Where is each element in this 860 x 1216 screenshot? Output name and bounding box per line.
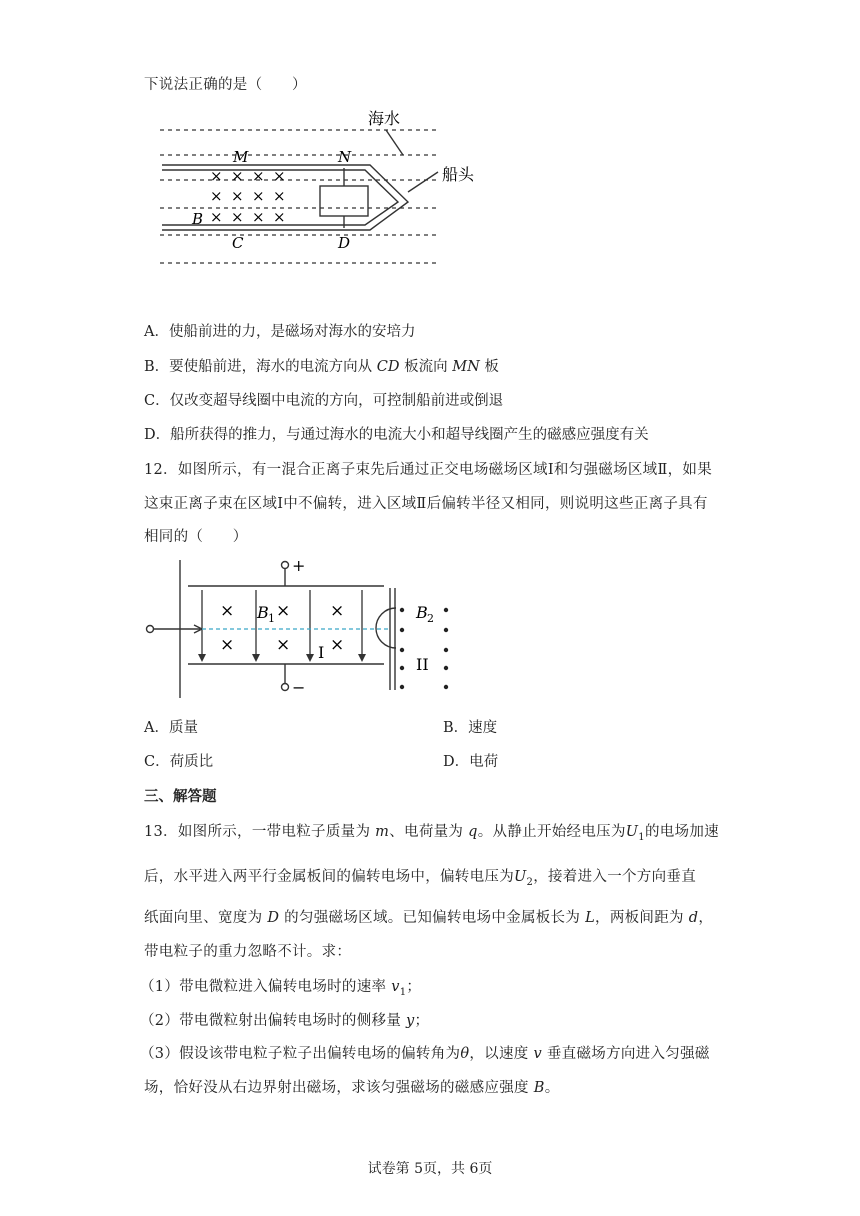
q13-theta: θ <box>460 1046 470 1062</box>
ship-diagram <box>150 100 510 275</box>
q13-l2-b: ，接着进入一个方向垂直 <box>533 869 697 885</box>
field-cross: × <box>252 187 265 205</box>
field-cross: × <box>220 601 235 621</box>
region-2-label: II <box>416 655 429 674</box>
q13-y: y <box>406 1013 415 1029</box>
field-cross: × <box>276 635 291 655</box>
q13-l3-a: 纸面向里、宽度为 <box>144 910 268 926</box>
q13-l2-a: 后，水平进入两平行金属板间的偏转电场中，偏转电压为 <box>144 869 514 885</box>
field-cross: × <box>273 167 286 185</box>
q11-option-a: A．使船前进的力，是磁场对海水的安培力 <box>144 324 416 340</box>
field-cross: × <box>231 187 244 205</box>
q13-l3-c: ，两板间距为 <box>595 910 689 926</box>
q13-u1: U <box>625 824 639 840</box>
label-D: D <box>338 234 351 252</box>
q11-option-b-post: 板 <box>479 359 499 375</box>
q13-v: v <box>533 1046 542 1062</box>
q12-option-b: B．速度 <box>443 720 498 736</box>
minus-terminal: − <box>292 678 306 697</box>
q13-v1-sub: 1 <box>399 986 407 998</box>
field-cross: × <box>330 635 345 655</box>
q13-s2-b: ； <box>414 1013 430 1029</box>
q13-line3 <box>144 906 713 927</box>
q13-sub2 <box>140 1009 429 1030</box>
q13-sub3 <box>140 1042 710 1063</box>
field-cross: × <box>276 601 291 621</box>
q11-stem-tail: 下说法正确的是（ ） <box>144 77 307 93</box>
q13-mass: m <box>375 824 390 840</box>
q11-option-b-mid: 板流向 <box>399 359 453 375</box>
q13-u2-sub: 2 <box>526 876 534 888</box>
field-cross: × <box>210 167 223 185</box>
q11-option-c: C．仅改变超导线圈中电流的方向，可控制船前进或倒退 <box>144 393 504 409</box>
q13-line2 <box>144 865 696 888</box>
field-cross: × <box>231 167 244 185</box>
q11-option-b-cd: CD <box>376 359 400 375</box>
q11-option-b <box>144 355 499 376</box>
q13-s3-b: ，以速度 <box>469 1046 534 1062</box>
q13-sub1 <box>140 975 421 998</box>
section-heading: 三、解答题 <box>144 788 217 805</box>
q12-option-c: C．荷质比 <box>144 754 214 770</box>
q13-gap-d: d <box>688 910 699 926</box>
q13-line1 <box>144 820 719 843</box>
q13-s3-2a: 场，恰好没从右边界射出磁场，求该匀强磁场的磁感应强度 <box>144 1080 534 1096</box>
label-B: B <box>192 210 204 228</box>
q13-u1-sub: 1 <box>638 831 645 843</box>
seawater-label: 海水 <box>368 109 401 128</box>
label-C: C <box>232 234 244 252</box>
q13-s3-a: （3）假设该带电粒子粒子出偏转电场的偏转角为 <box>140 1046 461 1062</box>
q13-l1-c: 。从静止开始经电压为 <box>477 824 626 840</box>
velocity-selector-diagram <box>140 550 470 705</box>
field-cross: × <box>210 208 223 226</box>
q11-option-d: D．船所获得的推力，与通过海水的电流大小和超导线圈产生的磁感应强度有关 <box>144 427 649 443</box>
q13-charge: q <box>468 824 478 840</box>
page-footer: 试卷第 5页，共 6页 <box>367 1161 493 1177</box>
q12-stem-line1: 12．如图所示，有一混合正离子束先后通过正交电场磁场区域Ⅰ和匀强磁场区域Ⅱ，如果 <box>144 462 713 478</box>
field-cross: × <box>252 167 265 185</box>
q13-l1-a: 13．如图所示，一带电粒子质量为 <box>144 824 376 840</box>
q12-option-a: A．质量 <box>144 720 198 736</box>
q13-b: B <box>533 1080 545 1096</box>
q12-stem-line2: 这束正离子束在区域Ⅰ中不偏转，进入区域Ⅱ后偏转半径又相同，则说明这些正离子具有 <box>144 496 708 512</box>
label-N: N <box>338 148 352 166</box>
q13-sub3-cont <box>144 1076 560 1097</box>
region-1-label: I <box>318 643 325 662</box>
b2-label: B <box>416 603 428 622</box>
q11-option-b-text: B．要使船前进，海水的电流方向从 <box>144 359 377 375</box>
bow-label: 船头 <box>442 165 475 184</box>
field-cross: × <box>210 187 223 205</box>
q12-option-d: D．电荷 <box>443 754 499 770</box>
q13-l1-b: 、电荷量为 <box>389 824 469 840</box>
q13-s3-2b: 。 <box>544 1080 560 1096</box>
q13-l3-e: ， <box>698 910 714 926</box>
q11-option-b-mn: MN <box>452 359 480 375</box>
q13-v1: v <box>391 979 400 995</box>
field-cross: × <box>220 635 235 655</box>
field-cross: × <box>273 208 286 226</box>
q13-l1-d: 的电场加速 <box>644 824 719 840</box>
field-cross: × <box>273 187 286 205</box>
q13-s1-b: ； <box>406 979 422 995</box>
q13-line4: 带电粒子的重力忽略不计。求： <box>144 944 352 960</box>
q13-u2: U <box>514 869 527 885</box>
q13-s3-c: 垂直磁场方向进入匀强磁 <box>541 1046 710 1062</box>
b1-subscript: 1 <box>268 612 275 625</box>
field-cross: × <box>330 601 345 621</box>
q13-s1-a: （1）带电微粒进入偏转电场时的速率 <box>140 979 392 995</box>
magnetic-field-crosses <box>210 167 286 226</box>
q13-length-l: L <box>585 910 596 926</box>
q12-stem-line3: 相同的（ ） <box>144 529 248 545</box>
b2-subscript: 2 <box>427 612 434 625</box>
q13-s2-a: （2）带电微粒射出偏转电场时的侧移量 <box>140 1013 407 1029</box>
b1-label: B <box>257 603 269 622</box>
q13-width-d: D <box>267 910 280 926</box>
field-cross: × <box>231 208 244 226</box>
plus-terminal: + <box>292 556 306 575</box>
field-cross: × <box>252 208 265 226</box>
q13-l3-b: 的匀强磁场区域。已知偏转电场中金属板长为 <box>279 910 586 926</box>
label-M: M <box>233 148 249 166</box>
